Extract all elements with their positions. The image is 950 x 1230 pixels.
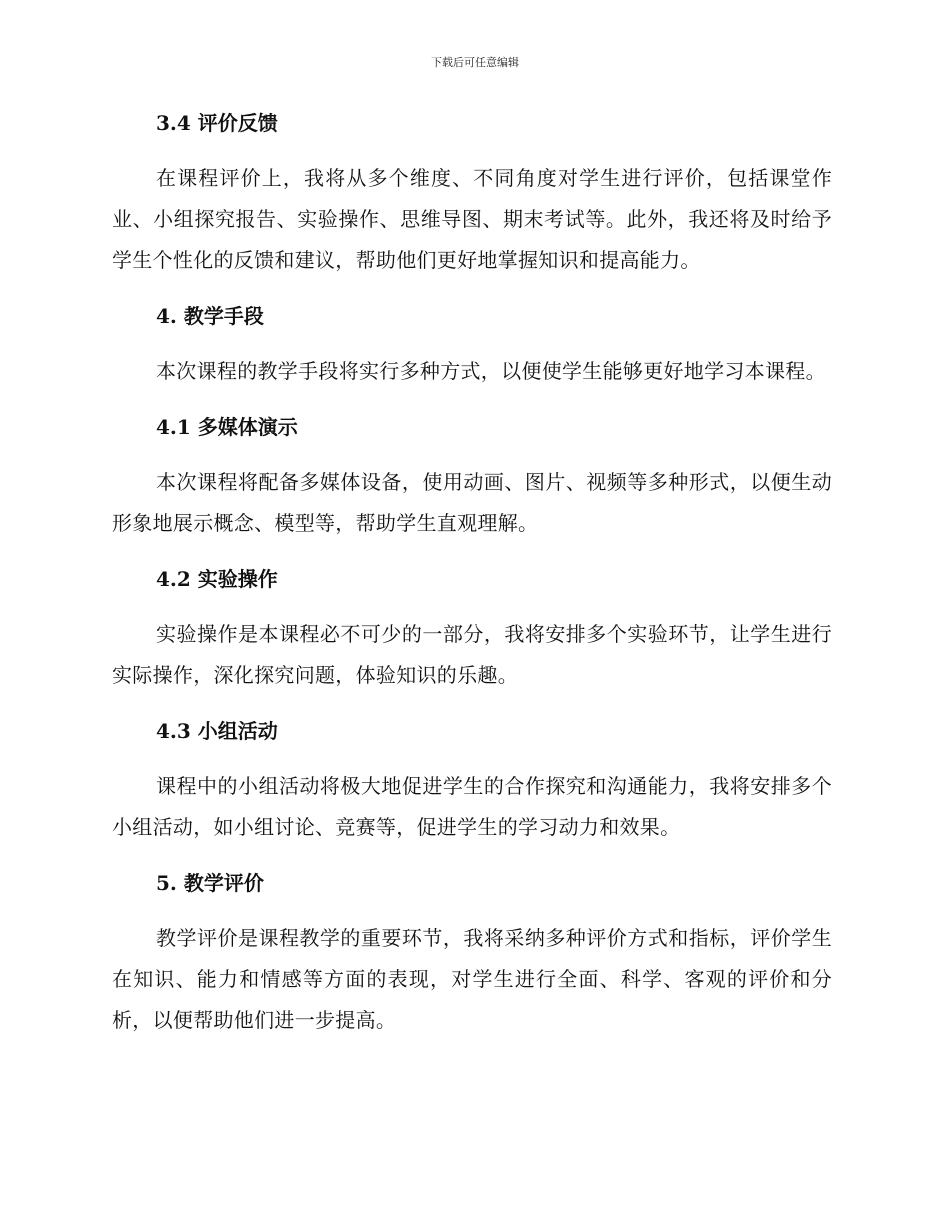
section-heading: 5. 教学评价 (156, 871, 264, 895)
section-4-1 (112, 412, 832, 564)
section-heading: 4.1 多媒体演示 (156, 415, 298, 439)
section-4-3 (112, 716, 832, 868)
section-heading: 3.4 评价反馈 (156, 111, 278, 135)
section-paragraph: 本次课程的教学手段将实行多种方式，以便使学生能够更好地学习本课程。 (156, 359, 826, 383)
section-paragraph: 课程中的小组活动将极大地促进学生的合作探究和沟通能力，我将安排多个小组活动，如小组讨论、竞赛等，促进学生的学习动力和效果。 (112, 774, 832, 839)
section-paragraph: 教学评价是课程教学的重要环节，我将采纳多种评价方式和指标，评价学生在知识、能力和情感等方面的表现，对学生进行全面、科学、客观的评价和分析，以便帮助他们进一步提高。 (112, 926, 832, 1032)
section-heading: 4.3 小组活动 (156, 719, 278, 743)
section-heading: 4. 教学手段 (156, 304, 264, 328)
document-body (112, 108, 832, 1041)
section-4-2 (112, 564, 832, 716)
section-5 (112, 868, 832, 1041)
section-4 (112, 301, 832, 412)
page-header: 下载后可任意编辑 (431, 56, 519, 69)
section-paragraph: 本次课程将配备多媒体设备，使用动画、图片、视频等多种形式，以便生动形象地展示概念、模型等，帮助学生直观理解。 (112, 470, 832, 535)
section-paragraph: 实验操作是本课程必不可少的一部分，我将安排多个实验环节，让学生进行实际操作，深化探究问题，体验知识的乐趣。 (112, 622, 832, 687)
section-heading: 4.2 实验操作 (156, 567, 278, 591)
section-3-4 (112, 108, 832, 301)
section-paragraph: 在课程评价上，我将从多个维度、不同角度对学生进行评价，包括课堂作业、小组探究报告、实验操作、思维导图、期末考试等。此外，我还将及时给予学生个性化的反馈和建议，帮助他们更好地掌握知识和提高能力。 (112, 166, 832, 272)
